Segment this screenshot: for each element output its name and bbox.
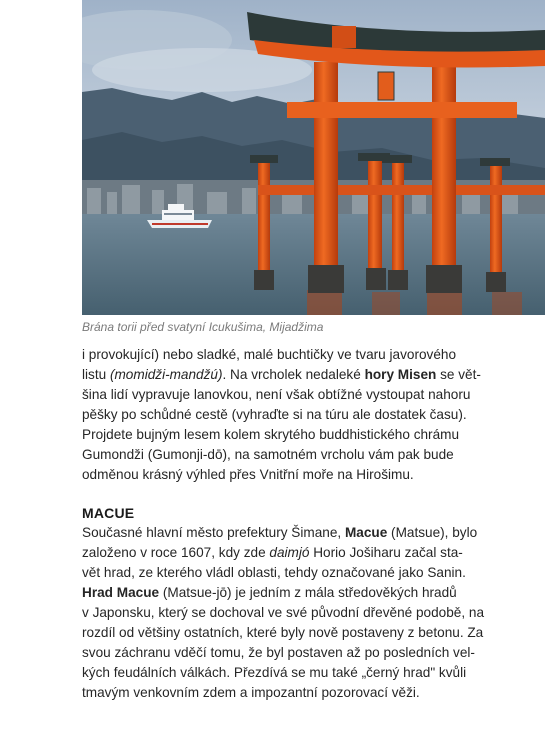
text-segment: (Matsue-jō) je jedním z mála středověkých hradů [159,585,457,600]
italic-term: (momidži-mandžú) [109,367,223,382]
text-segment: Gumondži (Gumonji-dō), na samotném vrcholu vám pak bude [82,447,454,462]
paragraph-miyajima [82,345,485,485]
italic-term: daimjó [269,545,310,560]
section-heading: MACUE [82,505,135,521]
text-segment: svou záchranu vděčí tomu, že byl postaven až po posledních vel- [82,645,475,660]
bold-term: Macue [344,525,388,540]
bold-term: hory Misen [364,367,437,382]
text-line [82,445,485,465]
text-segment: vět hrad, ze kterého vládl oblasti, tehdy označované jako Sanin. [82,565,466,580]
text-line [82,543,485,563]
text-line [82,563,485,583]
text-line [82,683,485,703]
text-line [82,385,485,405]
text-segment: pěšky po schůdné cestě (vyhraďte si na túru ale dostatek času). [82,407,467,422]
bold-term: Hrad Macue [82,585,160,600]
text-line [82,663,485,683]
text-line-inner [82,583,457,603]
text-segment: (Matsue), bylo [387,525,478,540]
text-line [82,603,485,623]
text-line [82,425,485,445]
text-segment: Horio Jošiharu začal sta- [309,545,463,560]
text-segment: . Na vrcholek nedaleké [222,367,365,382]
text-segment: v Japonsku, který se dochoval ve své původní dřevěné podobě, na [82,605,485,620]
text-line [82,583,485,603]
text-line [82,523,485,543]
text-segment: tmavým venkovním zdem a impozantní pozorovací věži. [82,685,420,700]
text-line-inner [82,543,463,563]
text-line [82,623,485,643]
paragraph-macue [82,523,485,703]
text-segment: listu [82,367,110,382]
text-segment: založeno v roce 1607, kdy zde [82,545,270,560]
text-line [82,465,485,485]
text-segment: odměnou krásný výhled přes Vnitřní moře na Hirošimu. [82,467,414,482]
text-segment: Projdete bujným lesem kolem skrytého buddhistického chrámu [82,427,460,442]
photo-caption: Brána torii před svatyní Icukušima, Mijadžima [82,320,324,334]
text-segment: se vět- [436,367,481,382]
text-line [82,405,485,425]
text-segment: i provokující) nebo sladké, malé buchtičky ve tvaru javorového [82,347,457,362]
text-line [82,365,485,385]
text-segment: kých feudálních válkách. Přezdívá se mu také „černý hrad" kvůli [82,665,467,680]
text-segment: šina lidí vypravuje lanovkou, není však obtížné vystoupat nahoru [82,387,471,402]
text-line [82,643,485,663]
text-segment: Současné hlavní město prefektury Šimane, [82,525,345,540]
text-line-inner [82,365,481,385]
text-line [82,345,485,365]
text-line-inner [82,523,477,543]
torii-gate-photo [82,0,545,315]
text-segment: rozdíl od většiny ostatních, které byly nově postaveny z betonu. Za [82,625,484,640]
